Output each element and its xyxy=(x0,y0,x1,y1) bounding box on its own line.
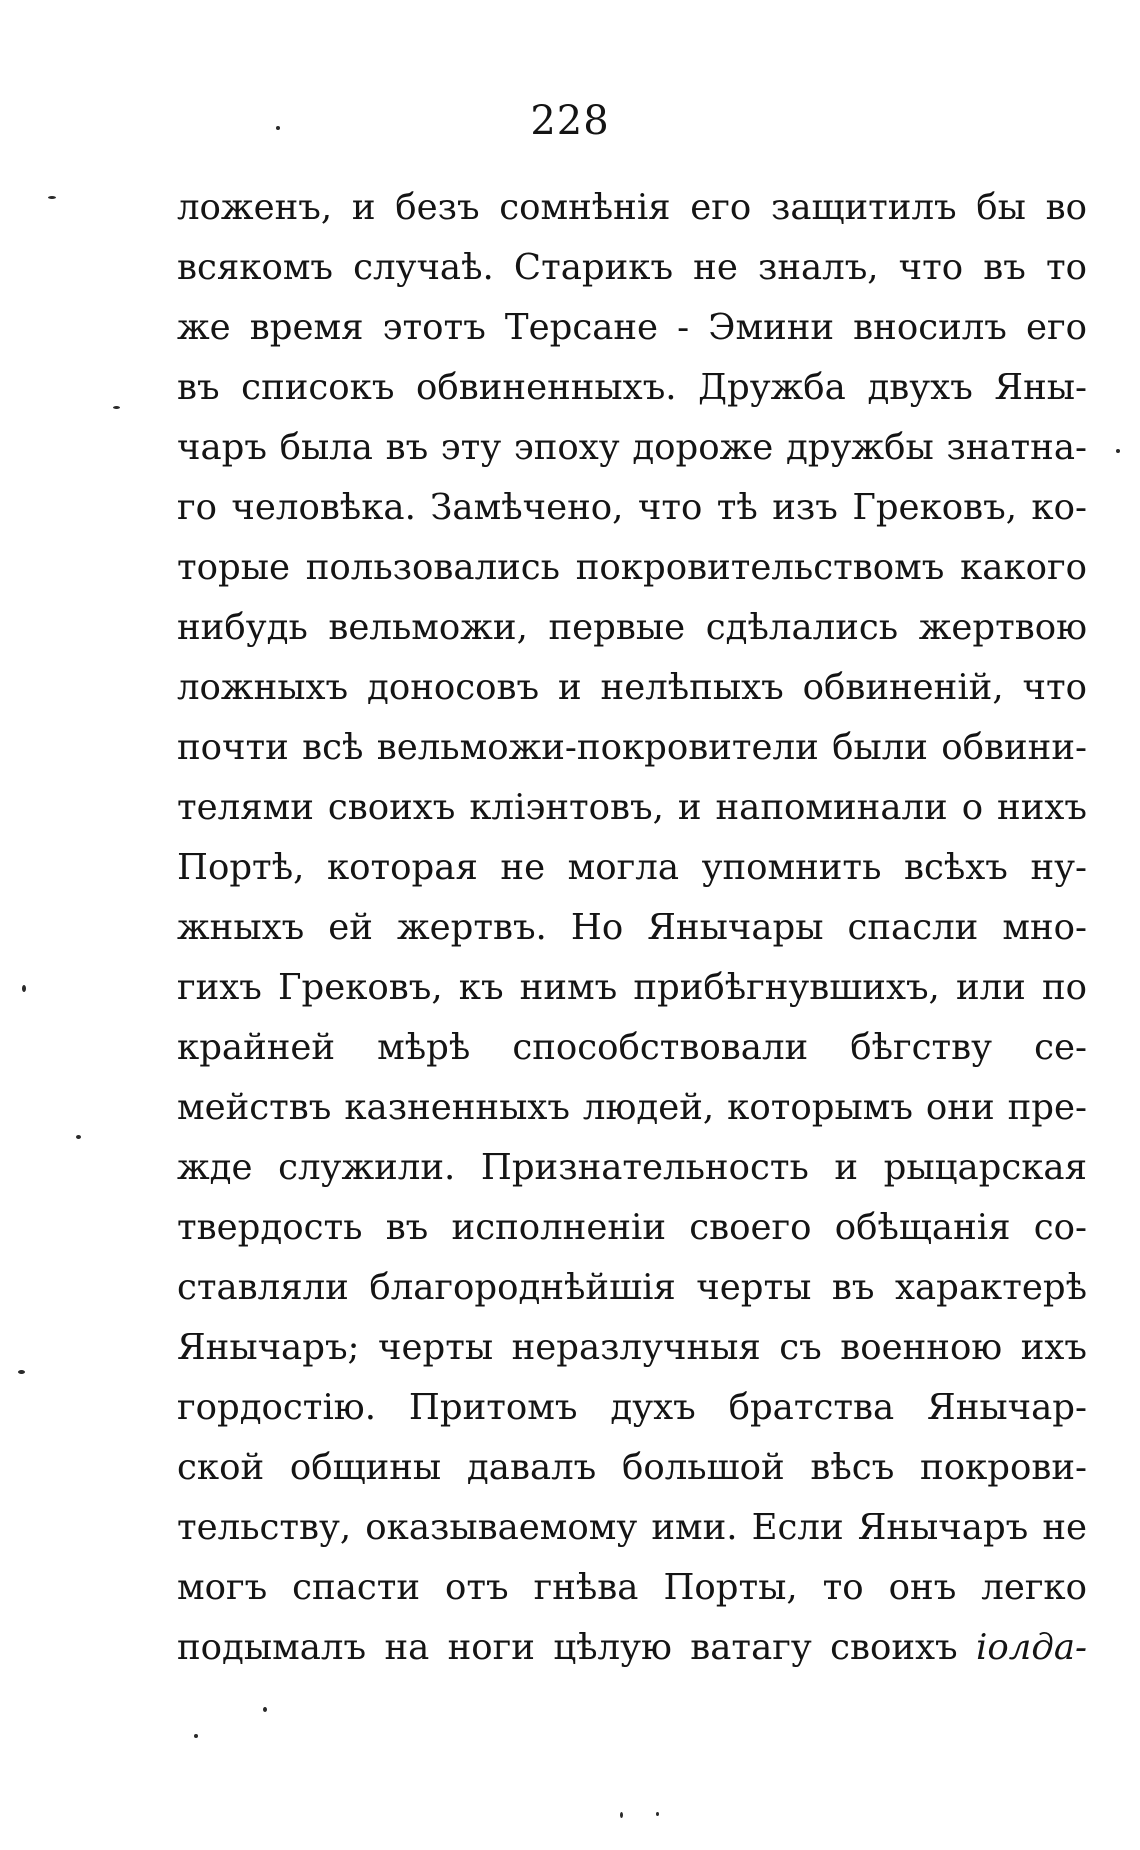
text-line: ставляли благороднѣйшія черты въ характерѣ xyxy=(177,1267,1087,1308)
scan-speck xyxy=(194,1734,198,1738)
text-line: нибудь вельможи, первые сдѣлались жертвою xyxy=(177,607,1087,648)
last-line-text: подымалъ на ноги цѣлую ватагу своихъ xyxy=(177,1627,958,1668)
text-line: могъ спасти отъ гнѣва Порты, то онъ легко xyxy=(177,1567,1087,1608)
text-line: гордостію. Притомъ духъ братства Янычар- xyxy=(177,1387,1087,1428)
text-line: всякомъ случаѣ. Старикъ не зналъ, что въ то xyxy=(177,247,1087,288)
text-line: въ списокъ обвиненныхъ. Дружба двухъ Яны- xyxy=(177,367,1087,408)
last-line-italic-tail: іолда- xyxy=(976,1627,1087,1668)
text-line: телями своихъ кліэнтовъ, и напоминали о нихъ xyxy=(177,787,1087,828)
text-line: почти всѣ вельможи-покровители были обвини- xyxy=(177,727,1087,768)
text-line: Портѣ, которая не могла упомнить всѣхъ ну- xyxy=(177,847,1087,888)
text-line: го человѣка. Замѣчено, что тѣ изъ Грековъ, ко- xyxy=(177,487,1087,528)
text-line: чаръ была въ эту эпоху дороже дружбы знатна- xyxy=(177,427,1087,468)
scan-speck xyxy=(263,1707,267,1712)
page-number: 228 xyxy=(530,98,610,144)
body-text xyxy=(177,178,1087,1678)
text-line: тельству, оказываемому ими. Если Янычаръ не xyxy=(177,1507,1087,1548)
text-line: жныхъ ей жертвъ. Но Янычары спасли мно- xyxy=(177,907,1087,948)
text-line: крайней мѣрѣ способствовали бѣгству се- xyxy=(177,1027,1087,1068)
scan-speck xyxy=(276,126,280,130)
scan-speck xyxy=(113,406,120,409)
scan-speck xyxy=(22,985,26,992)
text-line: же время этотъ Терсане - Эмини вносилъ его xyxy=(177,307,1087,348)
text-line: Янычаръ; черты неразлучныя съ военною ихъ xyxy=(177,1327,1087,1368)
text-line: мействъ казненныхъ людей, которымъ они пре- xyxy=(177,1087,1087,1128)
text-line: гихъ Грековъ, къ нимъ прибѣгнувшихъ, или по xyxy=(177,967,1087,1008)
text-line: твердость въ исполненіи своего обѣщанія со- xyxy=(177,1207,1087,1248)
text-line: ской общины давалъ большой вѣсъ покрови- xyxy=(177,1447,1087,1488)
scan-speck xyxy=(656,1812,659,1816)
text-line: торые пользовались покровительствомъ какого xyxy=(177,547,1087,588)
text-line: ложныхъ доносовъ и нелѣпыхъ обвиненій, что xyxy=(177,667,1087,708)
scan-speck xyxy=(48,196,56,199)
scan-speck xyxy=(1116,449,1120,453)
text-line-last xyxy=(177,1618,1087,1678)
text-line: жде служили. Признательность и рыцарская xyxy=(177,1147,1087,1188)
scan-speck xyxy=(76,1135,81,1139)
scan-speck xyxy=(620,1812,623,1818)
scan-speck xyxy=(18,1370,25,1374)
text-line: ложенъ, и безъ сомнѣнія его защитилъ бы во xyxy=(177,187,1087,228)
